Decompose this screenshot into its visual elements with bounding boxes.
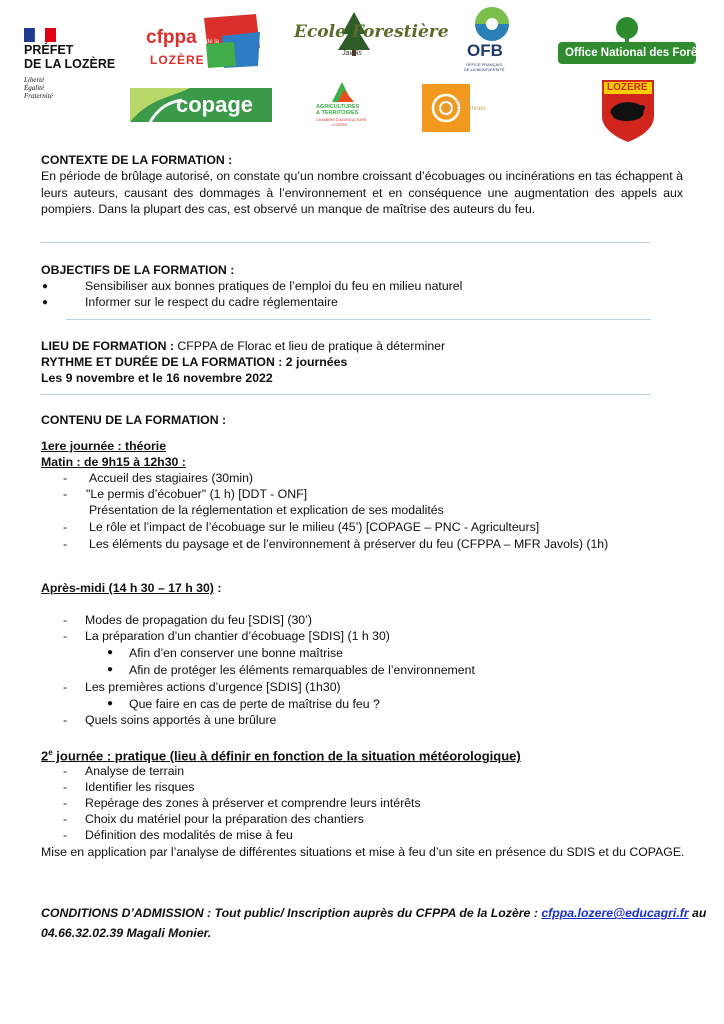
- day2-item: Identifier les risques: [85, 780, 195, 794]
- day2-item: Repérage des zones à préserver et comprendre leurs intérêts: [85, 796, 421, 810]
- ecole-title: Ecole Forestière: [294, 22, 449, 42]
- dash-icon: -: [63, 764, 68, 778]
- agri-line4: LOZÈRE: [332, 123, 348, 127]
- dash-icon: -: [63, 713, 68, 727]
- ecole-forestiere-logo: [294, 10, 449, 60]
- prefet-motto2: Égalité: [24, 84, 45, 92]
- bullet-icon: ●: [42, 297, 49, 308]
- aprem-subitem: Afin de protéger les éléments remarquables de l’environnement: [129, 663, 475, 677]
- aprem-title: Après-midi (14 h 30 – 17 h 30): [41, 581, 214, 595]
- cfppa-sub2: LOZÈRE: [150, 53, 205, 67]
- lieu-label: LIEU DE FORMATION :: [41, 339, 174, 353]
- ofb-logo: [464, 6, 520, 76]
- contexte-title: CONTEXTE DE LA FORMATION :: [41, 153, 233, 167]
- bullet-icon: ●: [42, 281, 49, 292]
- rythme-line: RYTHME ET DURÉE DE LA FORMATION : 2 journées: [41, 355, 348, 369]
- aprem-item: La préparation d’un chantier d’écobuage [SDIS] (1 h 30): [85, 629, 390, 643]
- prefet-line1: PRÉFET: [24, 43, 74, 57]
- agri-line1: AGRICULTURES: [316, 104, 360, 110]
- objectifs-title: OBJECTIFS DE LA FORMATION :: [41, 263, 235, 277]
- admission-line1: [41, 905, 706, 921]
- dash-icon: -: [63, 812, 68, 826]
- aprem-colon: :: [213, 581, 222, 595]
- aprem-item: Modes de propagation du feu [SDIS] (30’): [85, 613, 312, 627]
- prefet-motto3: Fraternité: [24, 92, 53, 100]
- admission-text2: au: [688, 906, 707, 920]
- parc-cevennes-logo: [422, 84, 502, 134]
- dash-icon: -: [63, 537, 68, 551]
- day2-item: Analyse de terrain: [85, 764, 185, 778]
- bullet-icon: ●: [107, 698, 114, 709]
- day2-num: 2: [41, 748, 49, 764]
- matin-item: Accueil des stagiaires (30min): [89, 471, 254, 485]
- dash-icon: -: [63, 780, 68, 794]
- dash-icon: -: [63, 520, 68, 534]
- day2-conclusion: Mise en application par l’analyse de différentes situations et mise à feu d’un site en présence du SDIS et du COPAGE.: [41, 845, 685, 859]
- divider: [66, 319, 651, 320]
- matin-title: Matin : de 9h15 à 12h30 :: [41, 455, 186, 469]
- dash-icon: -: [63, 487, 68, 501]
- aprem-subitem: Afin d’en conserver une bonne maîtrise: [129, 646, 343, 660]
- dash-icon: -: [63, 796, 68, 810]
- dates-line: Les 9 novembre et le 16 novembre 2022: [41, 371, 273, 385]
- matin-item: Les éléments du paysage et de l’environnement à préserver du feu (CFPPA – MFR Javols) (1h): [89, 537, 609, 551]
- matin-item: Le rôle et l’impact de l’écobuage sur le milieu (45’) [COPAGE – PNC - Agriculteurs]: [89, 520, 540, 534]
- cfppa-sub1: de la: [206, 39, 220, 45]
- aprem-item: Quels soins apportés à une brûlure: [85, 713, 277, 727]
- contexte-text: En période de brûlage autorisé, on constate qu’un nombre croissant d’écobuages ou incinérations en tas échappent à leurs auteurs, causant des dommages à l’environnement et en conséquence une augmentation des appels aux pompiers. Dans la plupart des cas, est observé un manque de maîtrise des auteurs du feu.: [41, 169, 683, 216]
- agri-line2: & TERRITOIRES: [316, 110, 359, 116]
- day2-sup: e: [48, 748, 53, 757]
- divider: [41, 242, 650, 243]
- matin-item: "Le permis d’écobuer" (1 h) [DDT - ONF]: [86, 487, 308, 501]
- lieu-line: [41, 338, 445, 354]
- admission-email-link[interactable]: cfppa.lozere@educagri.fr: [541, 906, 689, 920]
- dash-icon: -: [63, 680, 68, 694]
- contenu-title: CONTENU DE LA FORMATION :: [41, 413, 227, 427]
- admission-line2: 04.66.32.02.39 Magali Monier.: [41, 926, 212, 940]
- prefet-motto1: Liberté: [24, 76, 45, 84]
- day2-title: [41, 745, 521, 764]
- bullet-icon: ●: [107, 664, 114, 675]
- divider: [41, 394, 651, 395]
- onf-name: Office National des Forêts: [565, 47, 708, 59]
- day2-item: Définition des modalités de mise à feu: [85, 828, 293, 842]
- prefet-line2: DE LA LOZÈRE: [24, 57, 116, 71]
- parc-line1: Parc national: [444, 98, 471, 103]
- cfppa-name: cfppa: [146, 27, 197, 48]
- ofb-sub1: OFFICE FRANÇAIS: [466, 62, 503, 67]
- parc-line2: des Cévennes: [444, 105, 486, 112]
- ofb-name: OFB: [467, 41, 503, 60]
- marianne-flag-icon: [24, 28, 56, 42]
- lozere-name: LOZERE: [607, 82, 648, 93]
- matin-item: Présentation de la réglementation et explication de ses modalités: [89, 503, 444, 517]
- day1-title: 1ere journée : théorie: [41, 439, 167, 453]
- ofb-sub2: DE LA BIODIVERSITÉ: [464, 67, 505, 72]
- onf-logo: [556, 16, 708, 66]
- agri-line3: CHAMBRE D'AGRICULTURE: [316, 118, 367, 122]
- aprem-subitem: Que faire en cas de perte de maîtrise du feu ?: [129, 697, 380, 711]
- admission-text1: CONDITIONS D’ADMISSION : Tout public/ Inscription auprès du CFPPA de la Lozère :: [41, 906, 542, 920]
- dash-icon: -: [63, 629, 68, 643]
- prefet-logo: [24, 28, 124, 108]
- lozere-logo: [598, 78, 658, 144]
- dash-icon: -: [63, 828, 68, 842]
- lieu-value: CFPPA de Florac et lieu de pratique à déterminer: [173, 339, 446, 353]
- day2-rest: journée : pratique (lieu à définir en fonction de la situation météorologique): [52, 748, 521, 764]
- objectif-item: Informer sur le respect du cadre réglementaire: [85, 295, 338, 309]
- copage-logo: [130, 88, 272, 122]
- objectif-item: Sensibiliser aux bonnes pratiques de l’emploi du feu en milieu naturel: [85, 279, 463, 293]
- day2-item: Choix du matériel pour la préparation des chantiers: [85, 812, 364, 826]
- bullet-icon: ●: [107, 647, 114, 658]
- ecole-sub: Javols: [342, 50, 362, 57]
- ofb-circle-icon: [464, 6, 520, 46]
- dash-icon: -: [63, 471, 68, 485]
- aprem-line: [41, 580, 221, 596]
- aprem-item: Les premières actions d’urgence [SDIS] (1h30): [85, 680, 341, 694]
- cfppa-logo: [144, 14, 262, 70]
- dash-icon: -: [63, 613, 68, 627]
- copage-name: copage: [176, 92, 254, 117]
- agriculture-logo: [314, 80, 378, 134]
- agri-a-icon: [314, 80, 378, 104]
